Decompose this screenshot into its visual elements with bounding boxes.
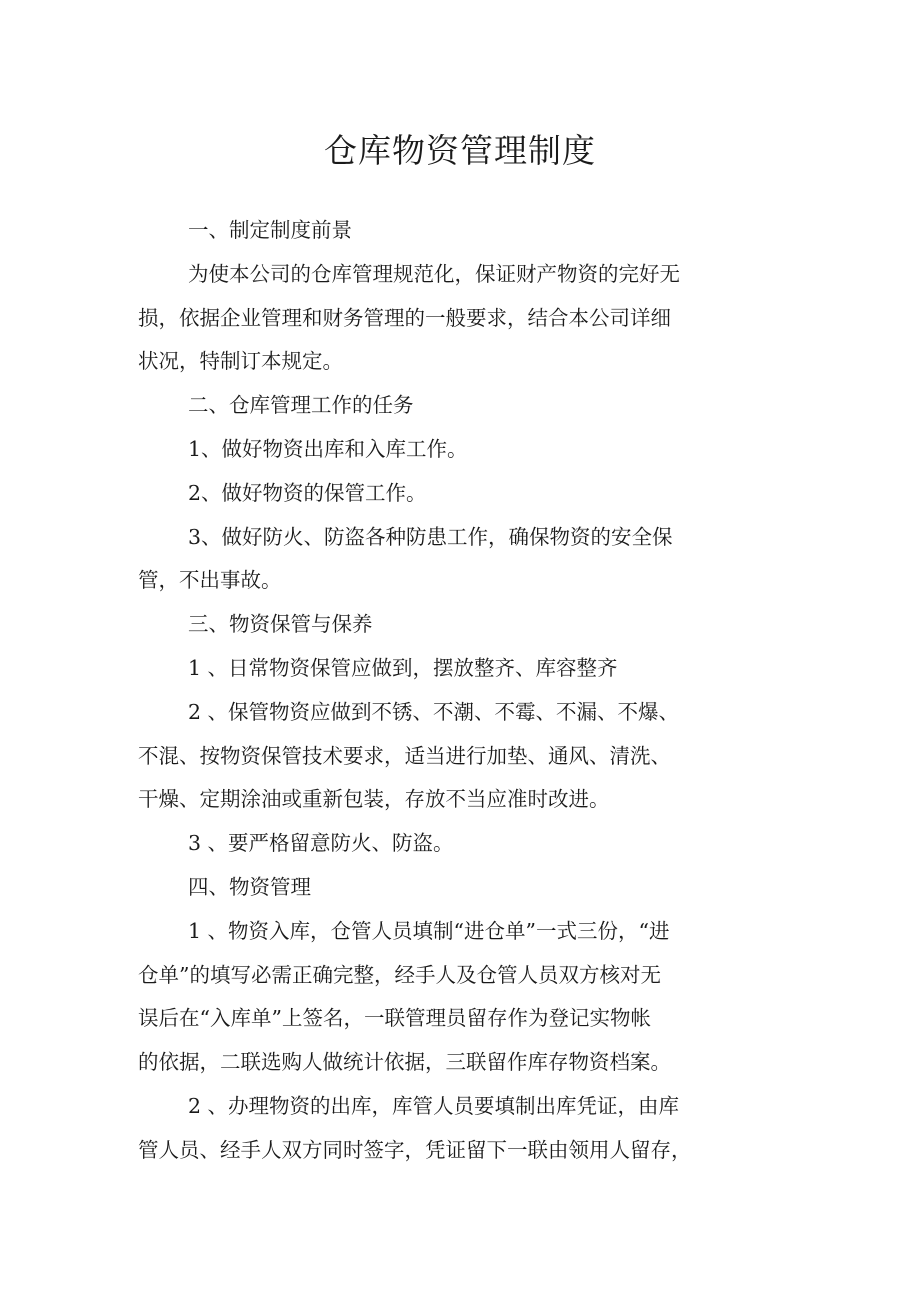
list-item: 3 、要严格留意防火、防盗。 bbox=[188, 831, 454, 855]
list-item: 3、做好防火、防盗各种防患工作，确保物资的安全保 bbox=[188, 525, 673, 549]
list-item-continuation: 管，不出事故。 bbox=[138, 568, 282, 592]
section-heading-1: 一、制定制度前景 bbox=[188, 218, 352, 242]
paragraph-line: 损，依据企业管理和财务管理的一般要求，结合本公司详细 bbox=[138, 306, 671, 330]
section-heading-2: 二、仓库管理工作的任务 bbox=[188, 393, 414, 417]
paragraph-line: 为使本公司的仓库管理规范化，保证财产物资的完好无 bbox=[188, 262, 680, 286]
list-item-continuation: 误后在“入库单”上签名，一联管理员留存作为登记实物帐 bbox=[138, 1006, 651, 1030]
list-item: 2 、办理物资的出库，库管人员要填制出库凭证，由库 bbox=[188, 1094, 680, 1118]
list-item: 2、做好物资的保管工作。 bbox=[188, 481, 427, 505]
list-item: 1 、日常物资保管应做到，摆放整齐、库容整齐 bbox=[188, 656, 618, 680]
list-item-continuation: 的依据，二联选购人做统计依据，三联留作库存物资档案。 bbox=[138, 1050, 671, 1074]
list-item: 1 、物资入库，仓管人员填制“进仓单”一式三份，“进 bbox=[188, 919, 670, 943]
paragraph-line: 状况，特制订本规定。 bbox=[138, 349, 343, 373]
section-heading-4: 四、物资管理 bbox=[188, 875, 311, 899]
list-item: 2 、保管物资应做到不锈、不潮、不霉、不漏、不爆、 bbox=[188, 700, 680, 724]
list-item-continuation: 仓单”的填写必需正确完整，经手人及仓管人员双方核对无 bbox=[138, 963, 661, 987]
section-heading-3: 三、物资保管与保养 bbox=[188, 612, 373, 636]
list-item: 1、做好物资出库和入库工作。 bbox=[188, 437, 468, 461]
list-item-continuation: 不混、按物资保管技术要求，适当进行加垫、通风、清洗、 bbox=[138, 744, 671, 768]
list-item-continuation: 干燥、定期涂油或重新包装，存放不当应准时改进。 bbox=[138, 787, 610, 811]
document-title: 仓库物资管理制度 bbox=[324, 131, 596, 170]
list-item-continuation: 管人员、经手人双方同时签字，凭证留下一联由领用人留存， bbox=[138, 1138, 692, 1162]
